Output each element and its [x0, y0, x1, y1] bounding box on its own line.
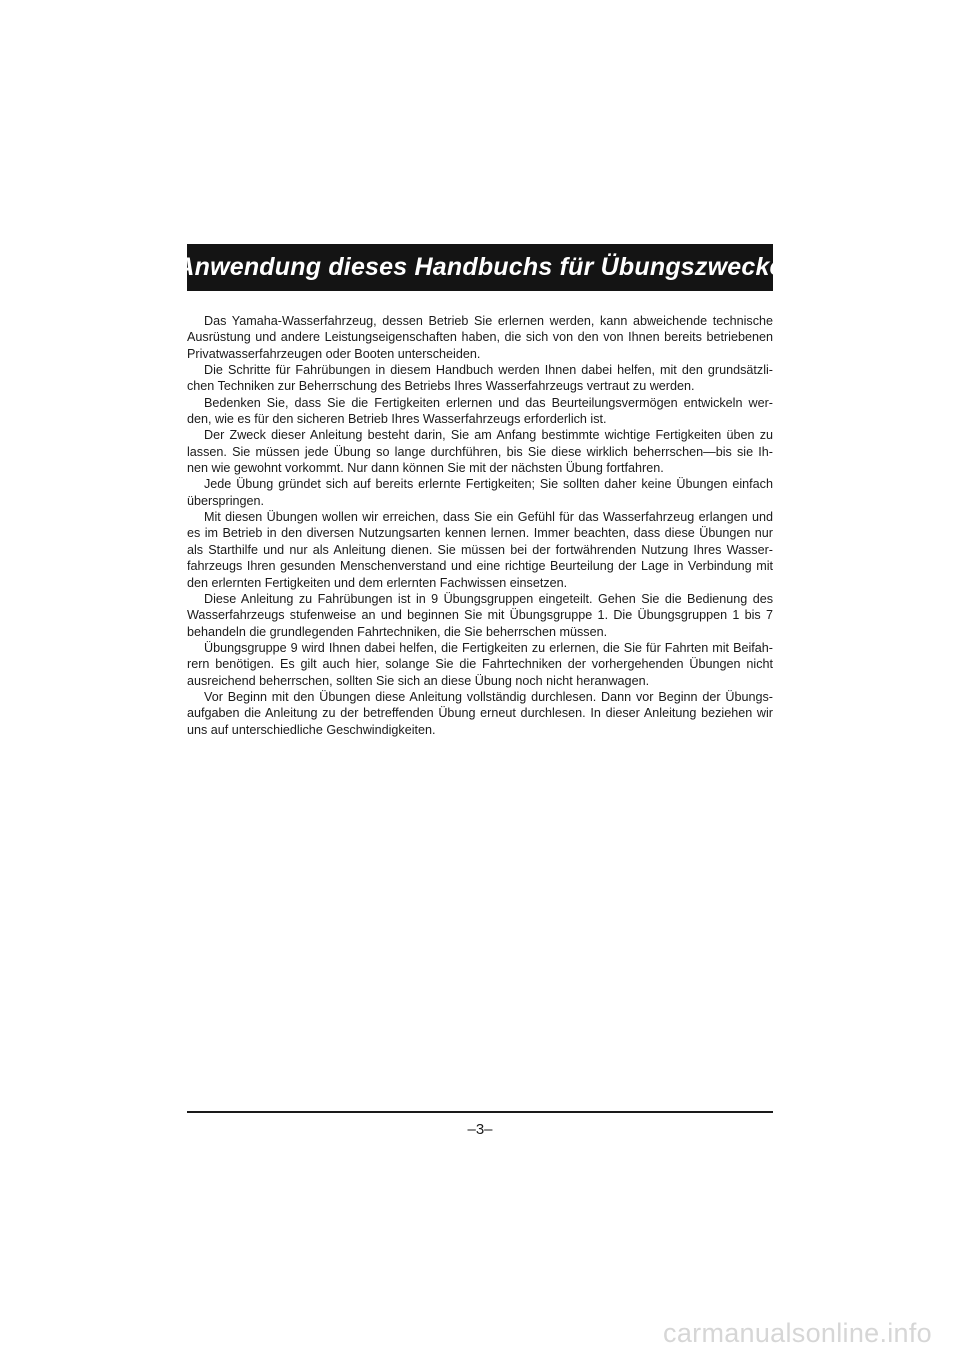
paragraph-line: Mit diesen Übungen wollen wir erreichen, dass Sie ein Gefühl für das Wasserfahrzeug erlangen und — [204, 510, 773, 525]
paragraph-line: ausreichend beherrschen, sollten Sie sich an diese Übung noch nicht heranwagen. — [187, 673, 650, 688]
paragraph-line: rern benötigen. Es gilt auch hier, solange Sie die Fahrtechniken der vorhergehenden Übungen nicht — [187, 657, 773, 672]
paragraph-line: Ausrüstung und andere Leistungseigenschaften haben, die sich von den von Ihnen bereits betriebenen — [187, 330, 773, 345]
paragraph-line: den, wie es für den sicheren Betrieb Ihres Wasserfahrzeugs erforderlich ist. — [187, 412, 607, 427]
paragraph-line: Jede Übung gründet sich auf bereits erlernte Fertigkeiten; Sie sollten daher keine Übungen einfach — [204, 477, 773, 492]
section-title-bar — [176, 244, 784, 291]
paragraph — [187, 689, 773, 738]
paragraph-line: Das Yamaha-Wasserfahrzeug, dessen Betrieb Sie erlernen werden, kann abweichende technische — [204, 314, 773, 328]
body-text — [187, 313, 773, 738]
paragraph — [187, 640, 773, 689]
paragraph-line: Privatwasserfahrzeugen oder Booten unterscheiden. — [187, 346, 481, 361]
paragraph-line: Die Schritte für Fahrübungen in diesem Handbuch werden Ihnen dabei helfen, mit den grundsätzli- — [204, 363, 773, 378]
paragraph-line: Vor Beginn mit den Übungen diese Anleitung vollständig durchlesen. Dann vor Beginn der Übungs- — [204, 689, 773, 704]
paragraph-line: uns auf unterschiedliche Geschwindigkeiten. — [187, 722, 436, 737]
paragraph-line: nen wie gewohnt vorkommt. Nur dann können Sie mit der nächsten Übung fortfahren. — [187, 461, 664, 476]
paragraph — [187, 362, 773, 395]
paragraph-line: aufgaben die Anleitung zu der betreffenden Übung erneut durchlesen. In dieser Anleitung beziehen wir — [187, 706, 773, 721]
paragraph-line: behandeln die grundlegenden Fahrtechniken, die Sie beherrschen müssen. — [187, 624, 608, 639]
footer-divider — [187, 1111, 773, 1113]
paragraph-line: lassen. Sie müssen jede Übung so lange durchführen, bis Sie diese wirklich beherrschen—bis sie Ih- — [187, 444, 773, 459]
paragraph-line: es im Betrieb in den diversen Nutzungsarten kennen lernen. Immer beachten, dass diese Übungen nur — [187, 526, 773, 541]
paragraph — [187, 509, 773, 591]
paragraph — [187, 591, 773, 640]
paragraph-line: Wasserfahrzeugs stufenweise an und beginnen Sie mit Übungsgruppe 1. Die Übungsgruppen 1 bis 7 — [187, 608, 773, 623]
paragraph-line: Diese Anleitung zu Fahrübungen ist in 9 Übungsgruppen eingeteilt. Gehen Sie die Bedienung des — [204, 591, 773, 606]
paragraph-line: den erlernten Fertigkeiten und dem erlernten Fachwissen einsetzen. — [187, 575, 568, 590]
paragraph-line: Übungsgruppe 9 wird Ihnen dabei helfen, die Fertigkeiten zu erlernen, die Sie für Fahrten mit Beifah- — [204, 640, 773, 655]
section-title: Anwendung dieses Handbuchs für Übungszwecke — [176, 253, 784, 281]
paragraph — [187, 313, 773, 362]
paragraph-line: fahrzeugs Ihren gesunden Menschenverstand und eine richtige Beurteilung der Lage in Verbindung mit — [187, 559, 773, 574]
paragraph-line: überspringen. — [187, 493, 265, 508]
page-number: –3– — [467, 1121, 493, 1138]
paragraph-line: chen Techniken zur Beherrschung des Betriebs Ihres Wasserfahrzeugs vertraut zu werden. — [187, 379, 695, 394]
paragraph — [187, 395, 773, 428]
watermark: carmanualsonline.info — [663, 1318, 932, 1348]
paragraph-line: Bedenken Sie, dass Sie die Fertigkeiten erlernen und das Beurteilungsvermögen entwickeln wer- — [204, 395, 773, 410]
paragraph — [187, 427, 773, 476]
paragraph — [187, 476, 773, 509]
paragraph-line: Der Zweck dieser Anleitung besteht darin, Sie am Anfang bestimmte wichtige Fertigkeiten üben zu — [204, 428, 773, 443]
paragraph-line: als Starthilfe und nur als Anleitung dienen. Sie müssen bei der fortwährenden Nutzung Ihres Wasser- — [187, 542, 773, 557]
